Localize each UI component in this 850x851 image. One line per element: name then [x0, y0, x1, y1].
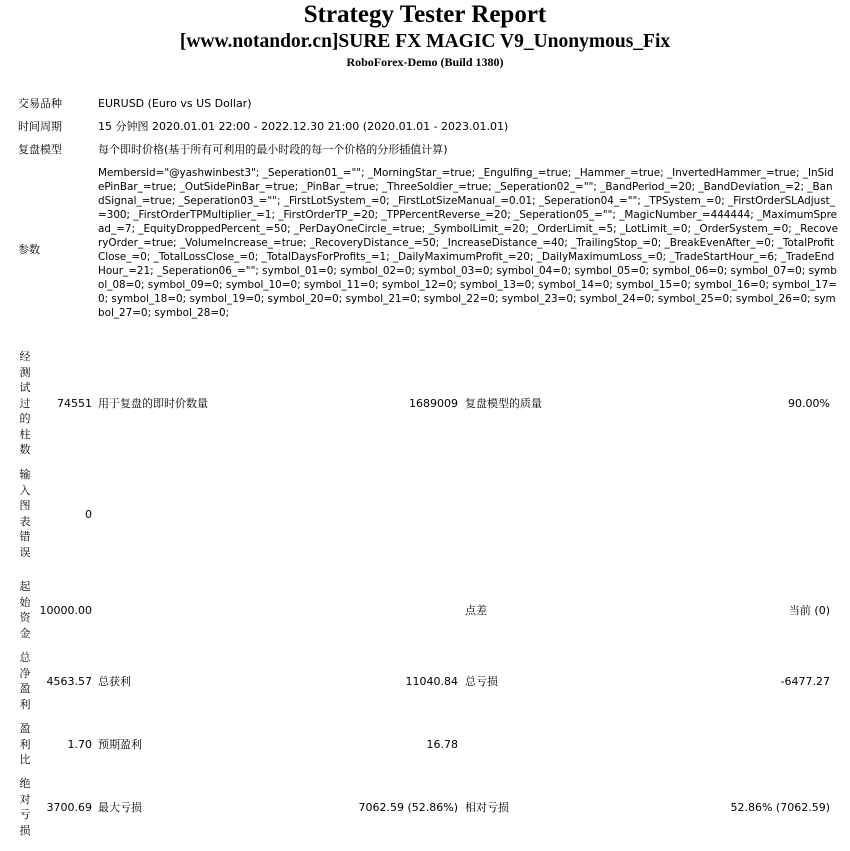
abs-drawdown-label: 绝对亏损: [19, 777, 31, 837]
report-title: Strategy Tester Report: [303, 1, 547, 28]
model-value: 每个即时价格(基于所有可利用的最小时段的每一个价格的分形插值计算): [98, 143, 448, 156]
abs-drawdown-value: 3700.69: [46, 801, 92, 814]
rel-drawdown-value: 52.86% (7062.59): [730, 801, 830, 814]
period-label: 时间周期: [18, 120, 62, 133]
profit-factor-label: 盈利比: [19, 722, 31, 766]
net-profit-value: 4563.57: [46, 675, 92, 688]
errors-label: 输入图表错误: [19, 468, 31, 559]
max-drawdown-label: 最大亏损: [98, 801, 142, 814]
gross-profit-label: 总获利: [98, 675, 131, 688]
quality-value: 90.00%: [788, 397, 830, 410]
period-value: 15 分钟图 2020.01.01 22:00 - 2022.12.30 21:00 (2020.01.01 - 2023.01.01): [98, 120, 509, 133]
symbol-label: 交易品种: [18, 97, 62, 110]
symbol-value: EURUSD (Euro vs US Dollar): [98, 97, 252, 110]
spread-value: 当前 (0): [788, 604, 830, 617]
max-drawdown-value: 7062.59 (52.86%): [358, 801, 458, 814]
deposit-value: 10000.00: [39, 604, 92, 617]
profit-factor-value: 1.70: [67, 738, 92, 751]
quality-label: 复盘模型的质量: [465, 397, 542, 410]
expected-payoff-label: 预期盈利: [98, 738, 142, 751]
params-label: 参数: [18, 243, 40, 256]
ticks-value: 1689009: [409, 397, 458, 410]
ticks-label: 用于复盘的即时价数量: [98, 397, 208, 410]
params-value: Membersid="@yashwinbest3"; _Seperation01_=""; _MorningStar_=true; _Engulfing_=true; _Hammer_=true; _InvertedHammer_=true; _InSidePinBar_=true; _OutSidePinBar_=true; _PinBar_=true; _ThreeSoldier_=true; _Seperation02_=""; _BandPeriod_=20; _BandDeviation_=2; _BandSignal_=true; _Seperation03_=""; _FirstLotSystem_=0; _FirstLotSizeManual_=0.01; _Seperation04_=""; _TPSystem_=0; _FirstOrderSLAdjust_=300; _FirstOrderTPMultiplier_=1; _FirstOrderTP_=20; _TPPercentReverse_=20; _Seperation05_=""; _MagicNumber_=444444; _MaximumSpread_=7; _EquityDroppedPercent_=50; _PerDayOneCircle_=true; _SymbolLimit_=20; _OrderLimit_=5; _LotLimit_=0; _OrderSystem_=0; _RecoveryOrder_=true; _VolumeIncrease_=true; _RecoveryDistance_=50; _IncreaseDistance_=40; _TrailingStop_=0; _BreakEvenAfter_=0; _TotalProfitClose_=0; _TotalLossClose_=0; _TotalDaysForProfits_=1; _DailyMaximumProfit_=20; _DailyMaximumLoss_=0; _TradeStartHour_=6; _TradeEndHour_=21; _Seperation06_=""; symbol_01=0; symbol_02=0; symbol_03=0; symbol_04=0; symbol_05=0; symbol_06=0; symbol_07=0; symbol_08=0; symbol_09=0; symbol_10=0; symbol_11=0; symbol_12=0; symbol_13=0; symbol_14=0; symbol_15=0; symbol_16=0; symbol_17=0; symbol_18=0; symbol_19=0; symbol_20=0; symbol_21=0; symbol_22=0; symbol_23=0; symbol_24=0; symbol_25=0; symbol_26=0; symbol_27=0; symbol_28=0;: [98, 167, 839, 319]
net-profit-label: 总净盈利: [19, 651, 31, 711]
gross-loss-label: 总亏损: [465, 675, 498, 688]
expert-name: [www.notandor.cn]SURE FX MAGIC V9_Unonymous_Fix: [179, 31, 671, 52]
bars-label: 经测试过的柱数: [19, 350, 31, 456]
gross-profit-value: 11040.84: [405, 675, 458, 688]
spread-label: 点差: [465, 604, 487, 617]
bars-value: 74551: [57, 397, 92, 410]
errors-value: 0: [85, 508, 92, 521]
server-build: RoboForex-Demo (Build 1380): [346, 55, 504, 69]
model-label: 复盘模型: [18, 143, 62, 156]
expected-payoff-value: 16.78: [426, 738, 458, 751]
gross-loss-value: -6477.27: [780, 675, 830, 688]
deposit-label: 起始资金: [19, 580, 31, 640]
rel-drawdown-label: 相对亏损: [465, 801, 509, 814]
